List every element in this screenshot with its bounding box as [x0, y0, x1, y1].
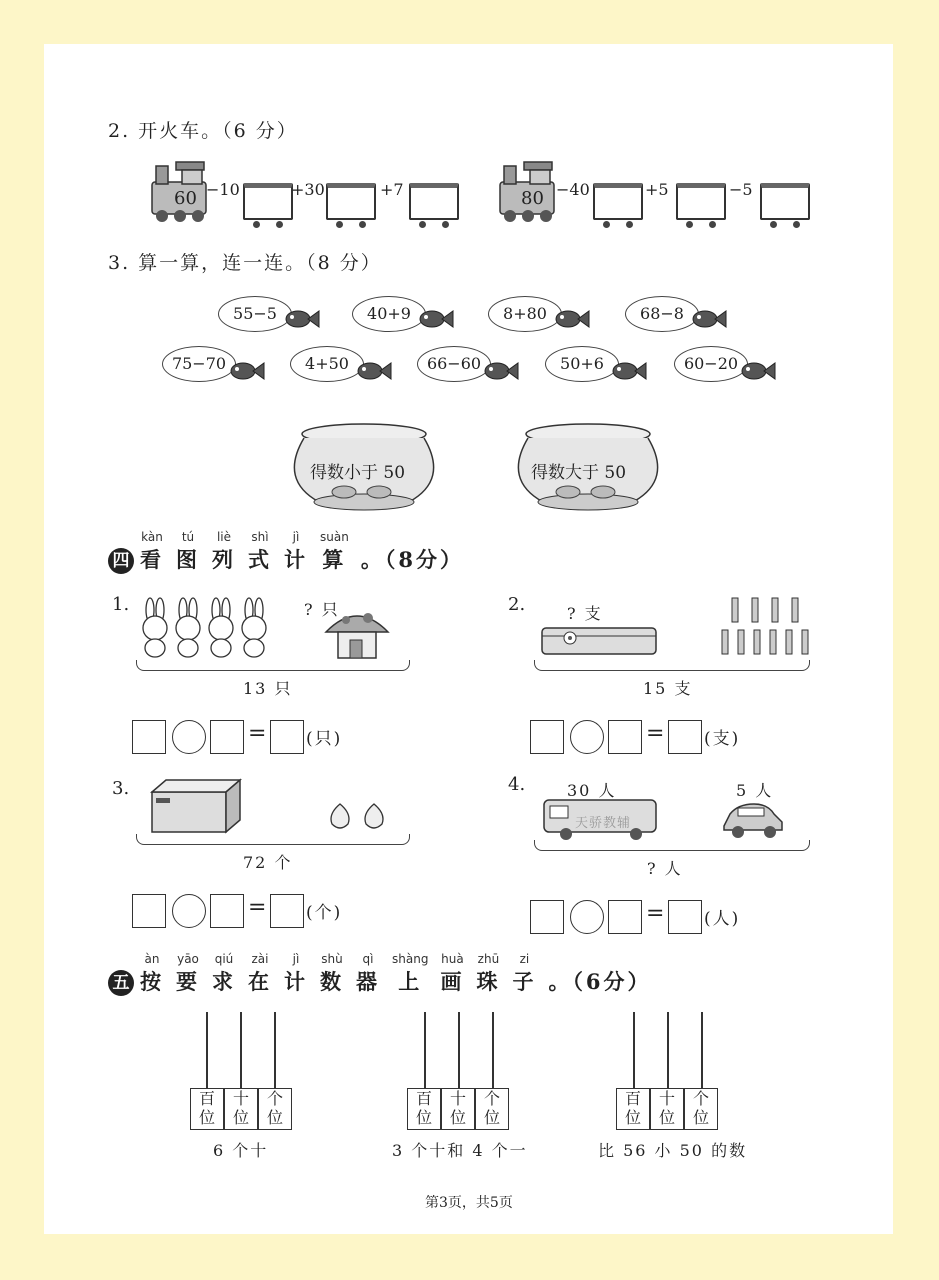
fish-bubble[interactable]: 8+80	[488, 296, 562, 332]
train1-op-1: −10	[206, 180, 240, 199]
answer-box[interactable]	[530, 900, 564, 934]
fish-icon	[691, 308, 727, 330]
bowl-label-less[interactable]: 得数小于 50	[310, 463, 406, 483]
train1-wagon-2[interactable]	[326, 183, 376, 220]
abacus-rod[interactable]	[274, 1012, 276, 1088]
mushroom-house-icon	[322, 606, 392, 660]
section4-number: 四	[108, 548, 134, 574]
problem2-unit: (支)	[704, 729, 741, 749]
fish-bubble[interactable]: 55−5	[218, 296, 292, 332]
operator-circle[interactable]	[172, 720, 206, 754]
fish-icon	[284, 308, 320, 330]
problem1-total: 13 只	[243, 679, 293, 698]
bowl-label-greater[interactable]: 得数大于 50	[531, 463, 627, 483]
brace	[534, 840, 810, 851]
train1-wagon-1[interactable]	[243, 183, 293, 220]
problem3-unit: (个)	[306, 903, 343, 923]
car-icon	[720, 800, 786, 840]
abacus-rod[interactable]	[667, 1012, 669, 1088]
equals-sign: =	[248, 895, 267, 920]
bus-text: 天骄教辅	[575, 816, 632, 831]
train1-wagon-3[interactable]	[409, 183, 459, 220]
fish-icon	[229, 360, 265, 382]
place-ones: 个 位	[475, 1088, 509, 1130]
fish-bubble[interactable]: 40+9	[352, 296, 426, 332]
abacus-rod[interactable]	[633, 1012, 635, 1088]
problem3-total: 72 个	[243, 853, 293, 872]
abacus-rod[interactable]	[424, 1012, 426, 1088]
answer-box[interactable]	[530, 720, 564, 754]
section5-number: 五	[108, 970, 134, 996]
place-tens: 十 位	[224, 1088, 258, 1130]
fish-icon	[554, 308, 590, 330]
pencils-icon	[718, 596, 814, 662]
abacus2-caption: 3 个十和 4 个一	[392, 1141, 528, 1160]
fish-icon	[483, 360, 519, 382]
peaches-icon	[326, 800, 390, 832]
brace	[136, 834, 410, 845]
problem3-number: 3.	[112, 778, 130, 799]
place-ones: 个 位	[258, 1088, 292, 1130]
rabbits-icon	[134, 596, 270, 658]
problem1-question: ? 只	[304, 600, 340, 619]
equals-sign: =	[646, 721, 665, 746]
answer-box[interactable]	[270, 720, 304, 754]
abacus-rod[interactable]	[240, 1012, 242, 1088]
abacus-rod[interactable]	[206, 1012, 208, 1088]
pencil-case-icon	[540, 622, 660, 658]
problem4-right-label: 5 人	[736, 781, 774, 800]
train2-op-1: −40	[556, 180, 590, 199]
operator-circle[interactable]	[172, 894, 206, 928]
abacus-rod[interactable]	[701, 1012, 703, 1088]
answer-box[interactable]	[132, 894, 166, 928]
box-icon	[150, 778, 242, 834]
problem4-number: 4.	[508, 774, 526, 795]
place-ones: 个 位	[684, 1088, 718, 1130]
train2-engine-number: 80	[521, 188, 544, 209]
fish-bubble[interactable]: 4+50	[290, 346, 364, 382]
problem2-total: 15 支	[643, 679, 693, 698]
section4-heading: 四 kàn 看 tú 图 liè 列 shì 式 jì 计 suàn 算 。（8分）	[108, 530, 464, 574]
fish-bubble[interactable]: 60−20	[674, 346, 748, 382]
abacus-rod[interactable]	[458, 1012, 460, 1088]
brace	[136, 660, 410, 671]
train2-wagon-1[interactable]	[593, 183, 643, 220]
fish-icon	[611, 360, 647, 382]
fish-icon	[356, 360, 392, 382]
problem1-number: 1.	[112, 594, 130, 615]
abacus-rod[interactable]	[492, 1012, 494, 1088]
place-tens: 十 位	[650, 1088, 684, 1130]
train2-wagon-3[interactable]	[760, 183, 810, 220]
place-hundreds: 百 位	[190, 1088, 224, 1130]
fish-bubble[interactable]: 68−8	[625, 296, 699, 332]
answer-box[interactable]	[210, 720, 244, 754]
answer-box[interactable]	[132, 720, 166, 754]
equals-sign: =	[248, 721, 267, 746]
section5-heading: 五 àn 按 yāo 要 qiú 求 zài 在 jì 计 shù 数 qì 器 shàng 上 huà 画 zhū 珠 zi 子 。（6分）	[108, 952, 652, 996]
operator-circle[interactable]	[570, 900, 604, 934]
problem4-unit: (人)	[704, 909, 741, 929]
problem4-left-label: 30 人	[567, 781, 617, 800]
place-hundreds: 百 位	[616, 1088, 650, 1130]
problem2-question: ? 支	[567, 604, 603, 623]
brace	[534, 660, 810, 671]
answer-box[interactable]	[668, 900, 702, 934]
train1-op-3: +7	[380, 180, 404, 199]
train2-op-2: +5	[645, 180, 669, 199]
fish-icon	[418, 308, 454, 330]
place-hundreds: 百 位	[407, 1088, 441, 1130]
place-tens: 十 位	[441, 1088, 475, 1130]
answer-box[interactable]	[608, 720, 642, 754]
train2-wagon-2[interactable]	[676, 183, 726, 220]
q2-title: 2. 开火车。（6 分）	[108, 120, 298, 142]
train2-op-3: −5	[729, 180, 753, 199]
problem4-total: ? 人	[647, 859, 683, 878]
problem1-unit: (只)	[306, 729, 343, 749]
abacus1-caption: 6 个十	[213, 1141, 269, 1160]
equals-sign: =	[646, 901, 665, 926]
fish-bubble[interactable]: 75−70	[162, 346, 236, 382]
page-footer: 第3页，共5页	[425, 1195, 513, 1211]
q3-title: 3. 算一算，连一连。（8 分）	[108, 252, 382, 274]
answer-box[interactable]	[270, 894, 304, 928]
abacus3-caption: 比 56 小 50 的数	[598, 1141, 748, 1160]
fish-bubble[interactable]: 50+6	[545, 346, 619, 382]
train1-engine-number: 60	[174, 188, 197, 209]
fish-bubble[interactable]: 66−60	[417, 346, 491, 382]
answer-box[interactable]	[210, 894, 244, 928]
fish-icon	[740, 360, 776, 382]
problem2-number: 2.	[508, 594, 526, 615]
operator-circle[interactable]	[570, 720, 604, 754]
train1-op-2: +30	[291, 180, 325, 199]
answer-box[interactable]	[608, 900, 642, 934]
answer-box[interactable]	[668, 720, 702, 754]
